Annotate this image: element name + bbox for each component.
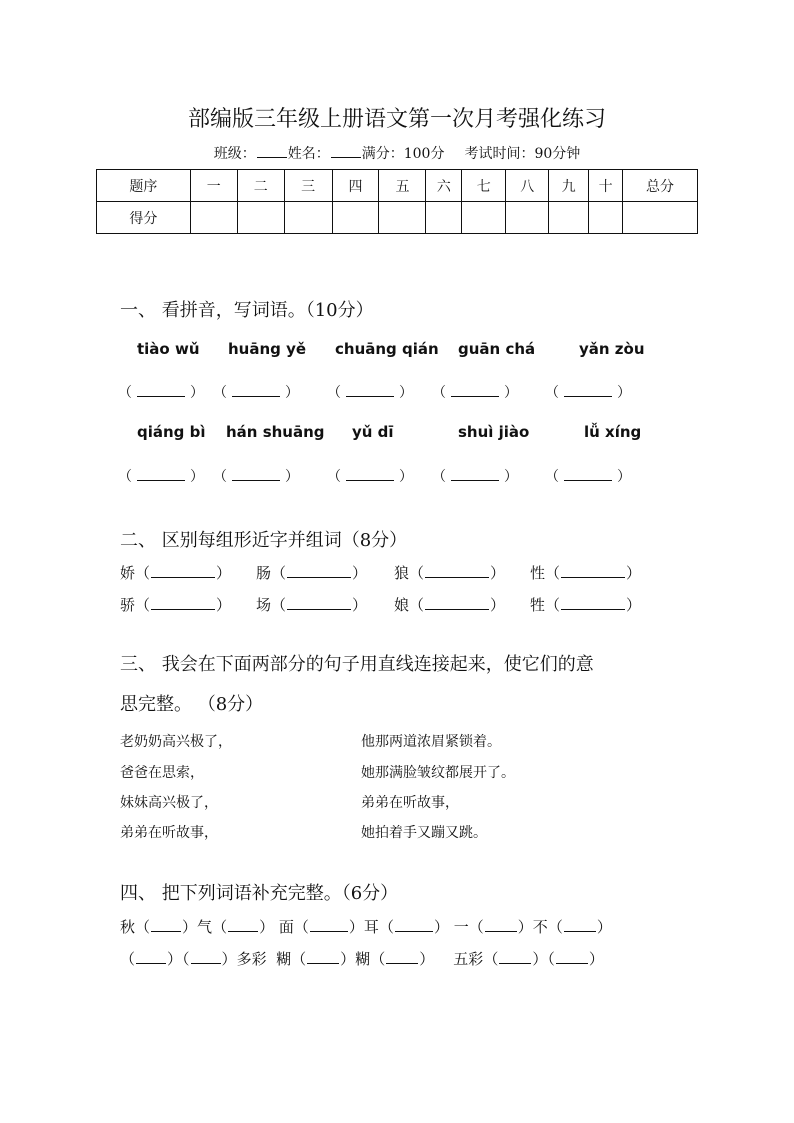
score-header-cell: 题序 [97,170,191,202]
time-label: 考试时间：90分钟 [464,146,581,162]
score-header-cell: 二 [237,170,284,202]
name-label: 姓名： [287,146,330,162]
pinyin-item: huāng yě [228,340,307,358]
answer-blank[interactable]: （ ） [432,385,518,401]
q4-blank[interactable] [386,951,418,964]
score-header-cell: 五 [379,170,426,202]
q2-item[interactable]: 性（ ） [530,564,642,582]
score-table [96,169,698,234]
q2-title: 二、 区别每组形近字并组词（8分） [120,530,408,551]
score-table-header-row [97,170,698,202]
q2-item[interactable]: 骄（ ） [120,596,232,614]
pinyin-item: lǚ xíng [584,423,642,441]
q3-right-item[interactable]: 他那两道浓眉紧锁着。 [361,734,501,750]
q4-blank[interactable] [395,919,433,932]
score-cell[interactable] [623,202,698,234]
q2-item[interactable]: 娘（ ） [394,596,506,614]
score-cell[interactable] [506,202,549,234]
pinyin-item: hán shuāng [226,423,325,441]
score-header-cell: 三 [284,170,332,202]
q2-item[interactable]: 狼（ ） [394,564,506,582]
pinyin-item: shuì jiào [458,423,530,441]
score-row-label: 得分 [97,202,191,234]
score-header-cell: 四 [332,170,379,202]
q2-item[interactable]: 牲（ ） [530,596,642,614]
pinyin-item: tiào wǔ [137,340,200,358]
q2-item[interactable]: 场（ ） [256,596,368,614]
answer-blank[interactable]: （ ） [213,469,299,485]
score-cell[interactable] [549,202,589,234]
score-header-cell: 六 [426,170,462,202]
answer-blank[interactable]: （ ） [118,469,204,485]
score-header-cell: 八 [506,170,549,202]
exam-info [0,143,794,163]
score-header-cell: 九 [549,170,589,202]
q2-item[interactable]: 肠（ ） [256,564,368,582]
q4-line2: （ ）（ ）多彩 糊（ ）糊（ ） 五彩（ ）（ ） [120,950,604,968]
pinyin-item: chuāng qián [335,340,439,358]
q4-blank[interactable] [564,919,596,932]
q3-left-item[interactable]: 妹妹高兴极了， [120,795,218,811]
score-cell[interactable] [589,202,623,234]
q4-blank[interactable] [136,951,166,964]
score-cell[interactable] [462,202,506,234]
q4-blank[interactable] [499,951,531,964]
q4-blank[interactable] [556,951,588,964]
answer-blank[interactable]: （ ） [118,385,204,401]
name-blank[interactable] [331,145,361,158]
answer-blank[interactable]: （ ） [545,469,631,485]
score-header-cell: 一 [190,170,237,202]
q4-blank[interactable] [228,919,258,932]
score-cell[interactable] [237,202,284,234]
score-cell[interactable] [190,202,237,234]
q3-left-item[interactable]: 弟弟在听故事， [120,825,218,841]
q4-title: 四、 把下列词语补充完整。（6分） [120,883,399,904]
page-title: 部编版三年级上册语文第一次月考强化练习 [187,107,606,132]
answer-blank[interactable]: （ ） [545,385,631,401]
score-header-cell: 七 [462,170,506,202]
class-blank[interactable] [257,145,287,158]
q3-title-line1: 三、 我会在下面两部分的句子用直线连接起来，使它们的意 [120,654,594,675]
score-header-cell: 十 [589,170,623,202]
q3-left-item[interactable]: 爸爸在思索， [120,765,204,781]
score-cell[interactable] [379,202,426,234]
score-table-score-row [97,202,698,234]
q1-title: 一、 看拼音，写词语。（10分） [120,300,374,321]
answer-blank[interactable]: （ ） [327,385,413,401]
pinyin-item: yǎn zòu [579,340,645,358]
score-cell[interactable] [284,202,332,234]
q3-right-item[interactable]: 弟弟在听故事， [361,795,459,811]
q2-item[interactable]: 娇（ ） [120,564,232,582]
score-cell[interactable] [332,202,379,234]
q4-blank[interactable] [191,951,221,964]
pinyin-item: qiáng bì [137,423,206,441]
pinyin-item: yǔ dī [352,423,394,441]
q4-blank[interactable] [485,919,517,932]
q3-right-item[interactable]: 她拍着手又蹦又跳。 [361,825,487,841]
score-header-cell: 总分 [623,170,698,202]
q3-left-item[interactable]: 老奶奶高兴极了， [120,734,232,750]
pinyin-item: guān chá [458,340,536,358]
class-label: 班级： [213,146,256,162]
q4-blank[interactable] [310,919,348,932]
q4-line1: 秋（ ）气（ ） 面（ ）耳（ ） 一（ ）不（ ） [120,918,612,936]
q3-right-item[interactable]: 她那满脸皱纹都展开了。 [361,765,515,781]
answer-blank[interactable]: （ ） [213,385,299,401]
q4-blank[interactable] [151,919,181,932]
score-label: 满分：100分 [361,146,445,162]
answer-blank[interactable]: （ ） [432,469,518,485]
q3-title-line2: 思完整。 （8分） [120,694,264,715]
q4-blank[interactable] [307,951,339,964]
score-cell[interactable] [426,202,462,234]
answer-blank[interactable]: （ ） [327,469,413,485]
